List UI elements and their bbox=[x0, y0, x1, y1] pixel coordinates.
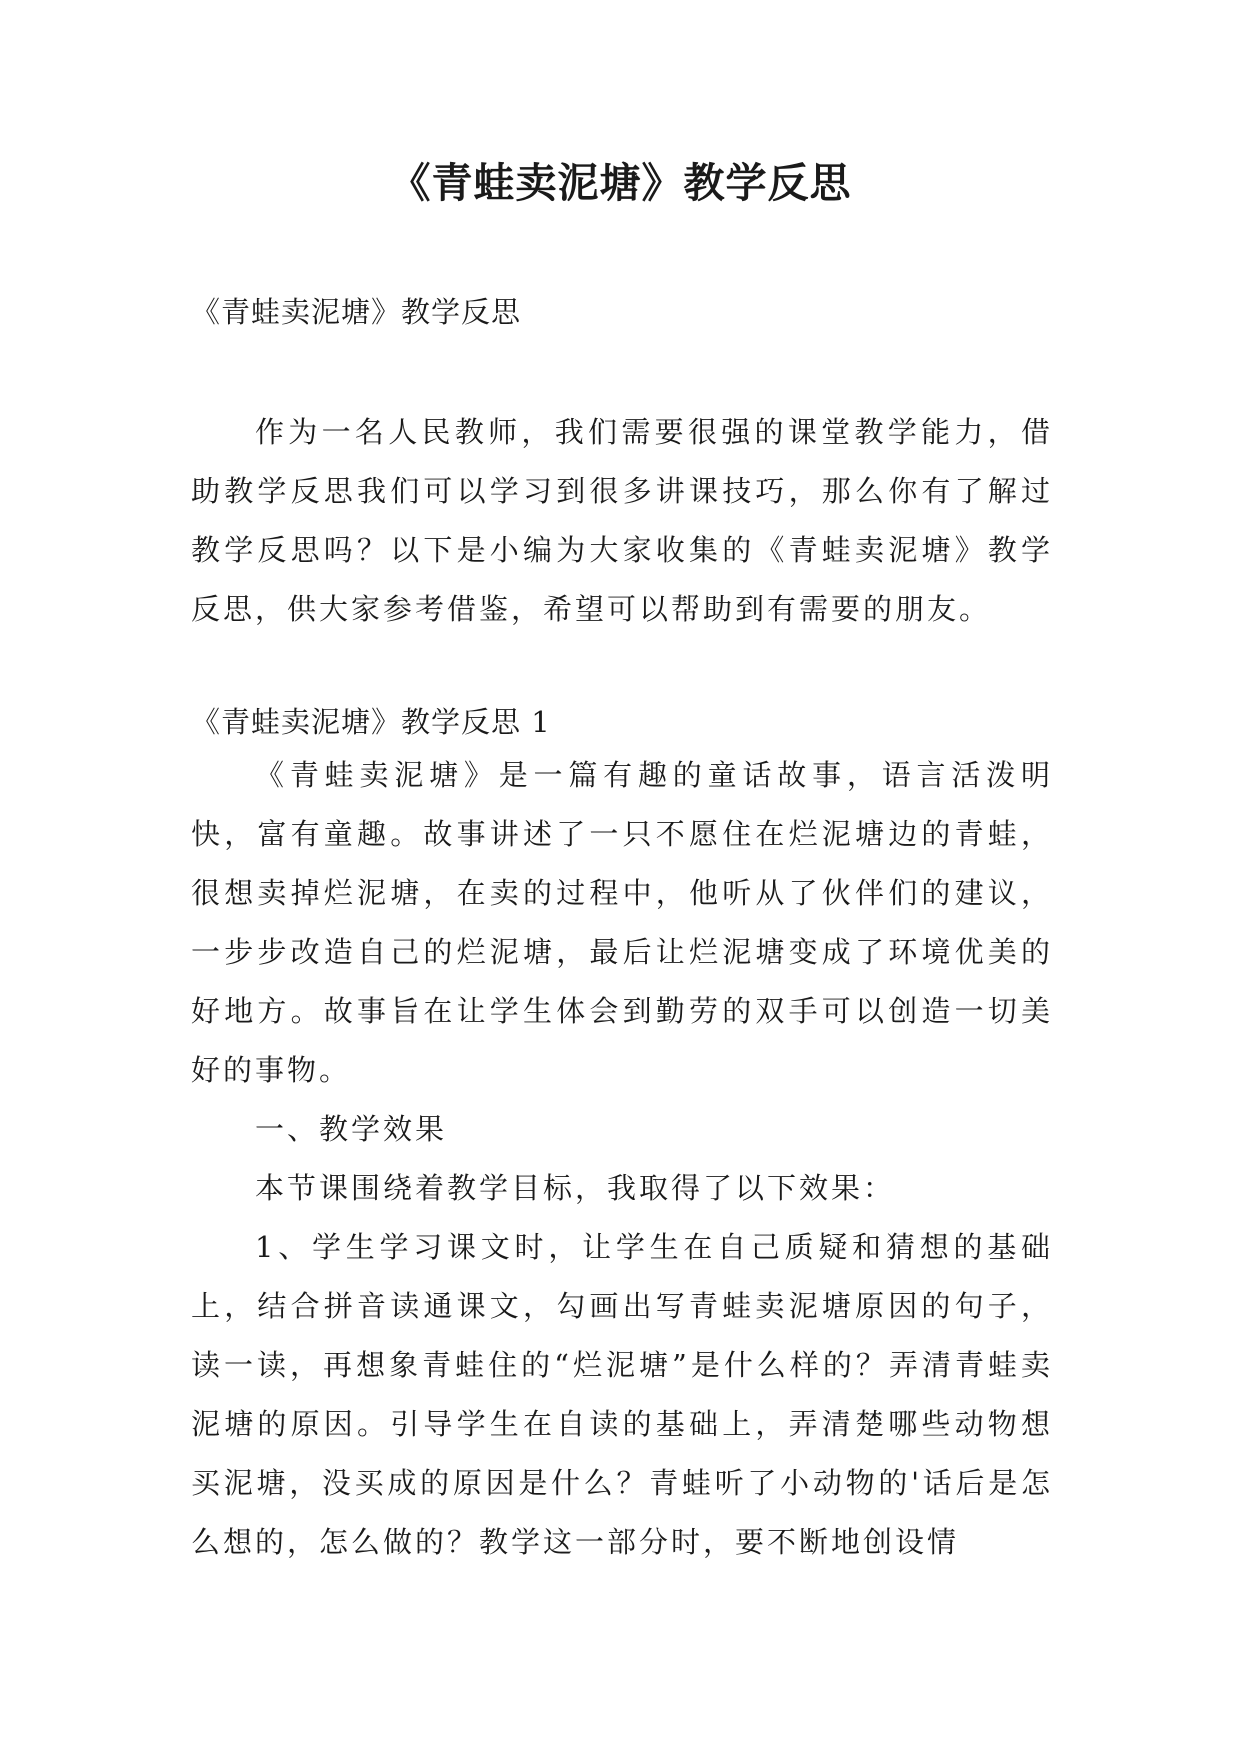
section-paragraph: 《青蛙卖泥塘》是一篇有趣的童话故事，语言活泼明快，富有童趣。故事讲述了一只不愿住在烂泥塘边的青蛙，很想卖掉烂泥塘，在卖的过程中，他听从了伙伴们的建议，一步步改造自己的烂泥塘，最后让烂泥塘变成了环境优美的好地方。故事旨在让学生体会到勤劳的双手可以创造一切美好的事物。 bbox=[191, 758, 1053, 1087]
section-heading: 《青蛙卖泥塘》教学反思 1 bbox=[191, 705, 551, 739]
section-paragraph: 1、学生学习课文时，让学生在自己质疑和猜想的基础上，结合拼音读通课文，勾画出写青蛙卖泥塘原因的句子，读一读，再想象青蛙住的“烂泥塘”是什么样的？弄清青蛙卖泥塘的原因。引导学生在自读的基础上，弄清楚哪些动物想买泥塘，没买成的原因是什么？青蛙听了小动物的'话后是怎么想的，怎么做的？教学这一部分时，要不断地创设情 bbox=[191, 1230, 1053, 1559]
document-subtitle: 《青蛙卖泥塘》教学反思 bbox=[191, 295, 522, 329]
section-subheading: 一、教学效果 bbox=[255, 1112, 448, 1146]
intro-paragraph: 作为一名人民教师，我们需要很强的课堂教学能力，借助教学反思我们可以学习到很多讲课技巧，那么你有了解过教学反思吗？以下是小编为大家收集的《青蛙卖泥塘》教学反思，供大家参考借鉴，希望可以帮助到有需要的朋友。 bbox=[191, 415, 1053, 626]
section-body bbox=[191, 746, 1053, 1572]
section-paragraph: 本节课围绕着教学目标，我取得了以下效果： bbox=[255, 1171, 896, 1205]
document-title: 《青蛙卖泥塘》教学反思 bbox=[389, 159, 852, 207]
